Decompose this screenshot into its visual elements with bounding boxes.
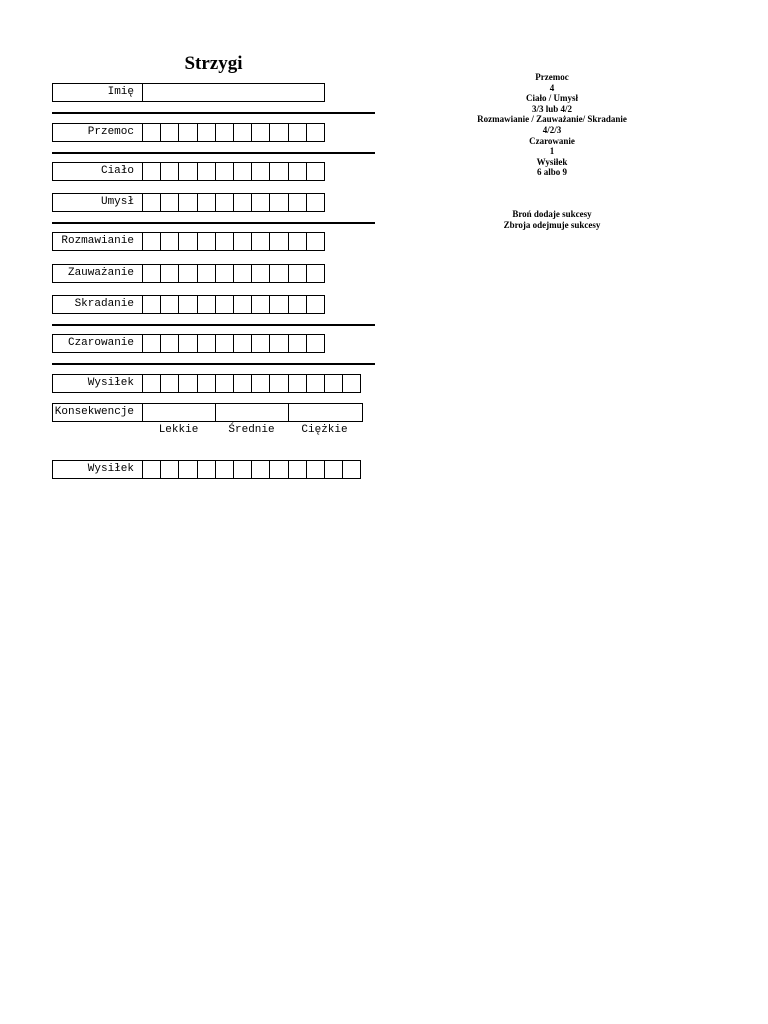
consequence-medium-label: Średnie [228, 424, 275, 436]
name-field[interactable] [143, 83, 325, 102]
przemoc-label: Przemoc [52, 123, 143, 142]
tick-box[interactable] [289, 460, 307, 479]
tick-box[interactable] [234, 264, 252, 283]
tick-box[interactable] [198, 460, 216, 479]
tick-box[interactable] [198, 232, 216, 251]
tick-box[interactable] [289, 264, 307, 283]
umysl-row [52, 193, 325, 212]
czarowanie-row [52, 334, 325, 353]
tick-box[interactable] [216, 123, 234, 142]
tick-box[interactable] [325, 374, 343, 393]
przemoc-boxes [143, 123, 325, 142]
tick-box[interactable] [179, 374, 197, 393]
wysilek-boxes [143, 374, 361, 393]
tick-box[interactable] [143, 193, 161, 212]
wysilek-boxes-2 [143, 460, 361, 479]
rozmawianie-row [52, 232, 325, 251]
rozmawianie-label: Rozmawianie [52, 232, 143, 251]
tick-box[interactable] [234, 162, 252, 181]
skradanie-row [52, 295, 325, 314]
wysilek-row [52, 374, 361, 393]
tick-box[interactable] [179, 295, 197, 314]
wysilek-label-2: Wysiłek [52, 460, 143, 479]
tick-box[interactable] [234, 232, 252, 251]
tick-box[interactable] [234, 295, 252, 314]
note-line: 1 [549, 146, 555, 157]
tick-box[interactable] [161, 162, 179, 181]
wysilek-row-2 [52, 460, 361, 479]
tick-box[interactable] [289, 334, 307, 353]
note-line: Zbroja odejmuje sukcesy [503, 220, 601, 230]
tick-box[interactable] [343, 374, 361, 393]
tick-box[interactable] [252, 374, 270, 393]
czarowanie-boxes [143, 334, 325, 353]
tick-box[interactable] [179, 460, 197, 479]
tick-box[interactable] [252, 295, 270, 314]
tick-box[interactable] [198, 123, 216, 142]
stat-notes [452, 72, 652, 178]
umysl-label: Umysł [52, 193, 143, 212]
tick-box[interactable] [234, 334, 252, 353]
tick-box[interactable] [161, 123, 179, 142]
tick-box[interactable] [161, 374, 179, 393]
consequence-light-label: Lekkie [158, 424, 199, 436]
tick-box[interactable] [325, 460, 343, 479]
tick-box[interactable] [307, 193, 325, 212]
czarowanie-label: Czarowanie [52, 334, 143, 353]
name-label: Imię [52, 83, 143, 102]
tick-box[interactable] [161, 193, 179, 212]
skradanie-label: Skradanie [52, 295, 143, 314]
tick-box[interactable] [216, 193, 234, 212]
tick-box[interactable] [252, 460, 270, 479]
tick-box[interactable] [234, 123, 252, 142]
konsekwencje-row [52, 403, 363, 422]
note-line: 3/3 lub 4/2 [531, 103, 572, 114]
consequence-heavy-field[interactable] [289, 403, 363, 422]
tick-box[interactable] [270, 264, 288, 283]
przemoc-row [52, 123, 325, 142]
name-row [52, 83, 325, 102]
separator-line [52, 324, 375, 326]
zauwazanie-label: Zauważanie [52, 264, 143, 283]
note-line: Ciało / Umysł [525, 93, 578, 104]
tick-box[interactable] [270, 162, 288, 181]
tick-box[interactable] [289, 374, 307, 393]
note-line: 6 albo 9 [536, 167, 567, 178]
tick-box[interactable] [216, 295, 234, 314]
consequence-light-field[interactable] [143, 403, 216, 422]
tick-box[interactable] [270, 193, 288, 212]
tick-box[interactable] [307, 123, 325, 142]
gear-notes [452, 209, 652, 231]
rozmawianie-boxes [143, 232, 325, 251]
umysl-boxes [143, 193, 325, 212]
tick-box[interactable] [143, 162, 161, 181]
tick-box[interactable] [289, 123, 307, 142]
tick-box[interactable] [179, 334, 197, 353]
tick-box[interactable] [216, 264, 234, 283]
tick-box[interactable] [198, 295, 216, 314]
tick-box[interactable] [179, 193, 197, 212]
note-line: Wysiłek [536, 156, 568, 167]
tick-box[interactable] [307, 162, 325, 181]
tick-box[interactable] [270, 334, 288, 353]
tick-box[interactable] [143, 334, 161, 353]
tick-box[interactable] [198, 374, 216, 393]
tick-box[interactable] [198, 193, 216, 212]
consequence-heavy-label: Ciężkie [301, 424, 348, 436]
tick-box[interactable] [270, 123, 288, 142]
separator-line [52, 152, 375, 154]
note-line: Rozmawianie / Zauważanie/ Skradanie [477, 114, 627, 125]
tick-box[interactable] [143, 123, 161, 142]
tick-box[interactable] [216, 460, 234, 479]
note-line: 4 [549, 82, 555, 93]
tick-box[interactable] [143, 264, 161, 283]
tick-box[interactable] [270, 295, 288, 314]
tick-box[interactable] [289, 232, 307, 251]
cialo-boxes [143, 162, 325, 181]
tick-box[interactable] [143, 374, 161, 393]
sheet-title: Strzygi [184, 53, 243, 74]
tick-box[interactable] [161, 334, 179, 353]
tick-box[interactable] [252, 334, 270, 353]
tick-box[interactable] [252, 162, 270, 181]
tick-box[interactable] [234, 374, 252, 393]
tick-box[interactable] [289, 193, 307, 212]
tick-box[interactable] [234, 460, 252, 479]
tick-box[interactable] [198, 264, 216, 283]
skradanie-boxes [143, 295, 325, 314]
tick-box[interactable] [161, 460, 179, 479]
tick-box[interactable] [252, 264, 270, 283]
note-line: Czarowanie [529, 135, 575, 146]
tick-box[interactable] [307, 264, 325, 283]
tick-box[interactable] [307, 460, 325, 479]
tick-box[interactable] [307, 374, 325, 393]
note-line: 4/2/3 [542, 124, 562, 135]
tick-box[interactable] [270, 232, 288, 251]
consequence-labels [142, 423, 363, 437]
tick-box[interactable] [252, 232, 270, 251]
cialo-row [52, 162, 325, 181]
separator-line [52, 222, 375, 224]
tick-box[interactable] [143, 295, 161, 314]
tick-box[interactable] [289, 295, 307, 314]
tick-box[interactable] [252, 193, 270, 212]
separator-line [52, 112, 375, 114]
tick-box[interactable] [216, 334, 234, 353]
cialo-label: Ciało [52, 162, 143, 181]
note-line: Broń dodaje sukcesy [512, 209, 592, 219]
tick-box[interactable] [307, 232, 325, 251]
tick-box[interactable] [179, 232, 197, 251]
tick-box[interactable] [179, 162, 197, 181]
tick-box[interactable] [161, 232, 179, 251]
tick-box[interactable] [143, 460, 161, 479]
consequence-medium-field[interactable] [216, 403, 289, 422]
tick-box[interactable] [289, 162, 307, 181]
tick-box[interactable] [216, 374, 234, 393]
tick-box[interactable] [216, 162, 234, 181]
tick-box[interactable] [307, 295, 325, 314]
tick-box[interactable] [270, 460, 288, 479]
tick-box[interactable] [307, 334, 325, 353]
tick-box[interactable] [179, 264, 197, 283]
tick-box[interactable] [198, 334, 216, 353]
tick-box[interactable] [179, 123, 197, 142]
tick-box[interactable] [198, 162, 216, 181]
tick-box[interactable] [143, 232, 161, 251]
tick-box[interactable] [270, 374, 288, 393]
tick-box[interactable] [234, 193, 252, 212]
tick-box[interactable] [216, 232, 234, 251]
note-line: Przemoc [535, 72, 569, 82]
tick-box[interactable] [343, 460, 361, 479]
zauwazanie-boxes [143, 264, 325, 283]
wysilek-label: Wysiłek [52, 374, 143, 393]
zauwazanie-row [52, 264, 325, 283]
konsekwencje-label: Konsekwencje [52, 403, 143, 422]
separator-line [52, 363, 375, 365]
tick-box[interactable] [161, 264, 179, 283]
tick-box[interactable] [252, 123, 270, 142]
tick-box[interactable] [161, 295, 179, 314]
